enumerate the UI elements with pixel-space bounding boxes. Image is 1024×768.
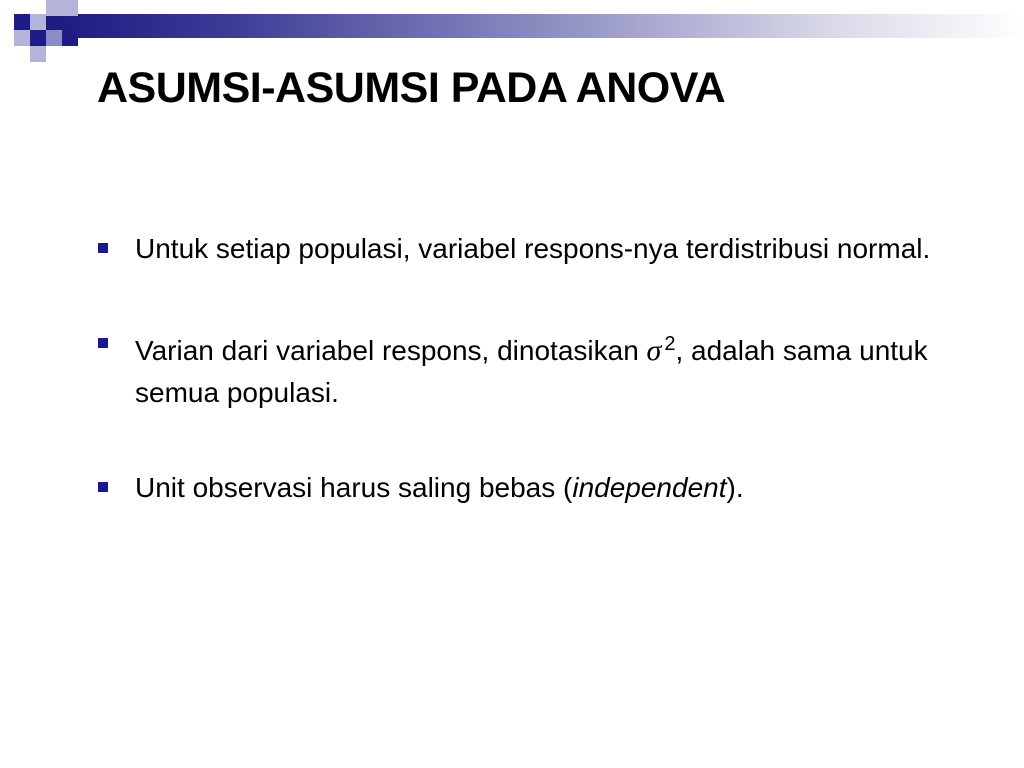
bullet-item (96, 323, 976, 414)
square-bullet-icon (98, 482, 108, 492)
bullet-text-before: Varian dari variabel respons, dinotasikan (135, 335, 647, 366)
decor-square-light (14, 30, 30, 46)
slide-title: ASUMSI-ASUMSI PADA ANOVA (97, 64, 726, 112)
decor-square-light (30, 46, 46, 62)
bullet-list (96, 228, 976, 562)
decor-square-dark (30, 30, 46, 46)
bullet-item (96, 467, 976, 509)
square-bullet-icon (98, 338, 108, 348)
superscript: 2 (664, 333, 676, 355)
decor-square-light (62, 0, 78, 16)
decor-square-light (46, 0, 62, 16)
decor-square-mid (46, 30, 62, 46)
bullet-item (96, 228, 976, 270)
decor-square-light (30, 14, 46, 30)
bullet-text-after: , adalah sama untuk semua populasi. (135, 335, 928, 408)
decor-square-dark (14, 14, 30, 30)
decor-square-dark (62, 30, 78, 46)
bullet-text: Untuk setiap populasi, variabel respons-nya terdistribusi normal. (135, 233, 931, 264)
header-gradient-bar (46, 14, 1024, 38)
bullet-text-after: ). (726, 472, 744, 503)
emphasis-text: independent (572, 472, 727, 503)
bullet-text-before: Unit observasi harus saling bebas ( (135, 472, 573, 503)
sigma-symbol: σ (646, 334, 662, 367)
square-bullet-icon (98, 243, 108, 253)
